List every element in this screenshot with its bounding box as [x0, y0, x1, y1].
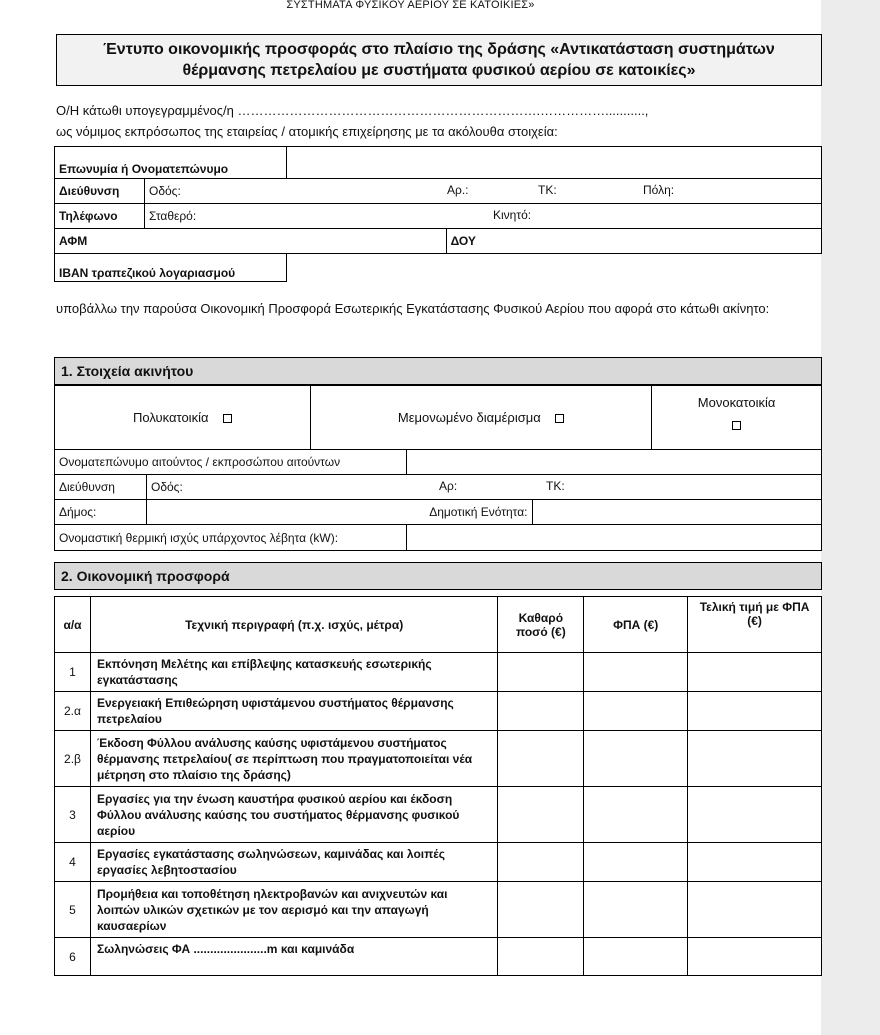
running-header: ΣΥΣΤΗΜΑΤΑ ΦΥΣΙΚΟΥ ΑΕΡΙΟΥ ΣΕ ΚΑΤΟΙΚΙΕΣ» [286, 0, 535, 11]
property-address-field[interactable] [146, 475, 821, 500]
column-header-net: Καθαρό ποσό (€) [498, 597, 584, 653]
company-phone-field[interactable] [144, 204, 821, 229]
detached-house-option[interactable] [652, 386, 822, 450]
offer-row-net-amount[interactable] [498, 882, 584, 938]
company-name-label: Επωνυμία ή Ονοματεπώνυμο [55, 147, 287, 179]
offer-row-vat-amount[interactable] [584, 653, 688, 692]
offer-row [55, 731, 822, 787]
section-1-header: 1. Στοιχεία ακινήτου [54, 357, 822, 385]
offer-row-description: Εργασίες εγκατάστασης σωληνώσεων, καμινάδας και λοιπές εργασίες λεβητοστασίου [90, 843, 497, 882]
company-landline-label: Σταθερό: [148, 209, 197, 223]
representative-line: ως νόμιμος εκπρόσωπος της εταιρείας / ατομικής επιχείρησης με τα ακόλουθα στοιχεία: [56, 124, 558, 139]
offer-row [55, 692, 822, 731]
offer-row-vat-amount[interactable] [584, 692, 688, 731]
offer-row [55, 787, 822, 843]
section-2-header: 2. Οικονομική προσφορά [54, 562, 822, 590]
offer-row-number: 5 [55, 882, 91, 938]
company-city-label: Πόλη: [642, 183, 675, 197]
offer-row [55, 882, 822, 938]
offer-row-total-amount[interactable] [688, 692, 822, 731]
property-zip-label: ΤΚ: [545, 479, 565, 493]
offer-row-description: Σωληνώσεις ΦΑ ......................m και καμινάδα [90, 938, 497, 976]
offer-row-vat-amount[interactable] [584, 843, 688, 882]
column-header-description: Τεχνική περιγραφή (π.χ. ισχύς, μέτρα) [90, 597, 497, 653]
detached-house-label: Μονοκατοικία [697, 395, 776, 410]
boiler-power-label: Ονομαστική θερμική ισχύς υπάρχοντος λέβητα (kW): [55, 525, 407, 551]
offer-row [55, 843, 822, 882]
applicant-name-field[interactable] [406, 450, 821, 475]
offer-row-total-amount[interactable] [688, 731, 822, 787]
single-apartment-checkbox[interactable] [555, 414, 564, 423]
offer-row-number: 1 [55, 653, 91, 692]
column-header-total: Τελική τιμή με ΦΠΑ (€) [688, 597, 822, 653]
company-iban-field[interactable] [286, 254, 821, 282]
submission-statement: υποβάλλω την παρούσα Οικονομική Προσφορά Εσωτερικής Εγκατάστασης Φυσικού Αερίου που αφορά στο κάτωθι ακίνητο: [56, 301, 770, 316]
offer-row-number: 4 [55, 843, 91, 882]
offer-row-total-amount[interactable] [688, 882, 822, 938]
offer-row-description: Εργασίες για την ένωση καυστήρα φυσικού αερίου και έκδοση Φύλλου ανάλυσης καύσης του συστήματος θέρμανσης φυσικού αερίου [90, 787, 497, 843]
property-street-label: Οδός: [150, 480, 183, 494]
offer-row-net-amount[interactable] [498, 653, 584, 692]
column-header-aa: α/α [55, 597, 91, 653]
applicant-name-label: Ονοματεπώνυμο αιτούντος / εκπροσώπου αιτούντων [55, 450, 407, 475]
form-title [56, 34, 822, 86]
offer-row-net-amount[interactable] [498, 843, 584, 882]
boiler-power-field[interactable] [406, 525, 821, 551]
municipality-label: Δήμος: [55, 500, 147, 525]
detached-house-checkbox[interactable] [732, 421, 741, 430]
offer-row-description: Εκπόνηση Μελέτης και επίβλεψης κατασκευής εσωτερικής εγκατάστασης [90, 653, 497, 692]
apartment-building-checkbox[interactable] [223, 414, 232, 423]
single-apartment-option[interactable] [310, 386, 651, 450]
apartment-building-option[interactable] [55, 386, 311, 450]
form-title-line-1: Έντυπο οικονομικής προσφοράς στο πλαίσιο της δράσης «Αντικατάσταση συστημάτων [103, 41, 775, 58]
column-header-vat: ΦΠΑ (€) [584, 597, 688, 653]
company-details-table [54, 146, 822, 282]
offer-row-vat-amount[interactable] [584, 787, 688, 843]
company-doy-label: ΔΟΥ [446, 229, 821, 254]
property-details-table [54, 385, 822, 551]
form-title-line-2: θέρμανσης πετρελαίου με συστήματα φυσικού αερίου σε κατοικίες» [182, 62, 696, 79]
offer-row-vat-amount[interactable] [584, 938, 688, 976]
offer-row-net-amount[interactable] [498, 731, 584, 787]
offer-row-description: Έκδοση Φύλλου ανάλυσης καύσης υφιστάμενου συστήματος θέρμανσης πετρελαίου( σε περίπτωση που πραγματοποιείται νέα μέτρηση στο πλαίσιο της δράσης) [90, 731, 497, 787]
offer-row-number: 2.β [55, 731, 91, 787]
offer-row-description: Προμήθεια και τοποθέτηση ηλεκτροβανών και ανιχνευτών και λοιπών υλικών σχετικών με τον αερισμό και την απαγωγή καυσαερίων [90, 882, 497, 938]
municipal-unit-label: Δημοτική Ενότητα: [146, 500, 532, 525]
offer-row-number: 3 [55, 787, 91, 843]
offer-row-net-amount[interactable] [498, 938, 584, 976]
company-afm-label: ΑΦΜ [55, 229, 447, 254]
offer-row-vat-amount[interactable] [584, 731, 688, 787]
company-iban-label: IBAN τραπεζικού λογαριασμού [55, 254, 287, 282]
offer-row-total-amount[interactable] [688, 938, 822, 976]
offer-row-description: Ενεργειακή Επιθεώρηση υφιστάμενου συστήματος θέρμανσης πετρελαίου [90, 692, 497, 731]
offer-row-number: 6 [55, 938, 91, 976]
company-address-field[interactable] [144, 179, 821, 204]
company-mobile-label: Κινητό: [492, 208, 532, 222]
company-number-label: Αρ.: [446, 183, 469, 197]
offer-row-total-amount[interactable] [688, 843, 822, 882]
scrollbar-track[interactable] [821, 0, 880, 1035]
offer-row [55, 938, 822, 976]
company-name-field[interactable] [286, 147, 821, 179]
municipal-unit-field[interactable] [532, 500, 822, 525]
offer-row [55, 653, 822, 692]
offer-row-net-amount[interactable] [498, 692, 584, 731]
undersigned-line: Ο/Η κάτωθι υπογεγραμμένος/η …………………………………………………………….……………..........., [56, 103, 649, 118]
company-phone-label: Τηλέφωνο [55, 204, 145, 229]
offer-row-number: 2.α [55, 692, 91, 731]
offer-row-net-amount[interactable] [498, 787, 584, 843]
company-street-label: Οδός: [148, 184, 181, 198]
offer-row-vat-amount[interactable] [584, 882, 688, 938]
offer-row-total-amount[interactable] [688, 653, 822, 692]
apartment-building-label: Πολυκατοικία [132, 410, 209, 425]
offer-row-total-amount[interactable] [688, 787, 822, 843]
company-address-label: Διεύθυνση [55, 179, 145, 204]
company-zip-label: ΤΚ: [537, 183, 557, 197]
single-apartment-label: Μεμονωμένο διαμέρισμα [397, 410, 541, 425]
financial-offer-table [54, 596, 822, 976]
property-number-label: Αρ: [438, 479, 458, 493]
property-address-label: Διεύθυνση [55, 475, 147, 500]
